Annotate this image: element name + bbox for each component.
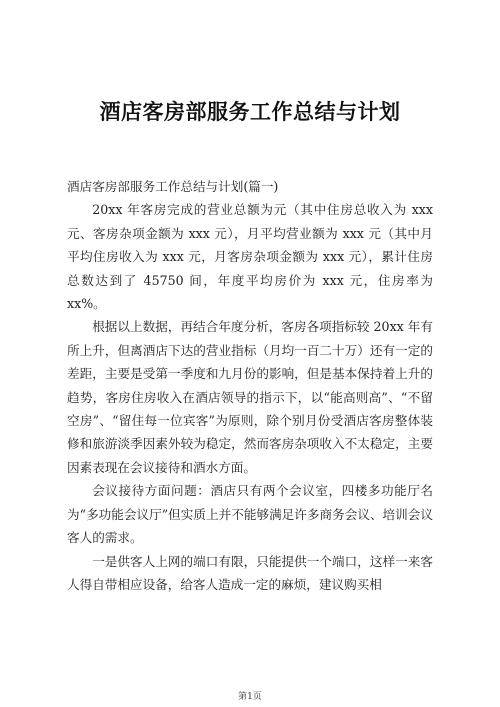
section-subheading: 酒店客房部服务工作总结与计划(篇一) (67, 179, 279, 194)
paragraph-network-port: 一是供客人上网的端口有限，只能提供一个端口，这样一来客人得自带相应设备，给客人造成一定的麻烦，建议购买相 (67, 553, 433, 592)
paragraph-revenue: 20xx 年客房完成的营业总额为元（其中住房总收入为 xxx 元、客房杂项金额为 xxx 元），月平均营业额为 xxx 元（其中月平均住房收入为 xxx 元，月客房杂项金额为 xxx 元），累计住房总数达到了 45750 间，年度平均房价为 xxx 元，住房率为 xx%。 (67, 202, 433, 312)
page-number: 第1页 (238, 692, 262, 702)
paragraph-analysis: 根据以上数据，再结合年度分析，客房各项指标较 20xx 年有所上升，但离酒店下达的营业指标（月均一百二十万）还有一定的差距，主要是受第一季度和九月份的影响，但是基本保持着上升的趋势，客房住房收入在酒店领导的指示下，以“能高则高”、“不留空房”、“留住每一位宾客”为原则，除个别月份受酒店客房整体装修和旅游淡季因素外较为稳定，然而客房杂项收入不太稳定，主要因素表现在会议接待和酒水方面。 (67, 319, 433, 475)
paragraph-meeting-issues: 会议接待方面问题：酒店只有两个会议室，四楼多功能厅名为“多功能会议厅”但实质上并不能够满足许多商务会议、培训会议客人的需求。 (67, 483, 433, 546)
document-title: 酒店客房部服务工作总结与计划 (99, 100, 401, 124)
document-body (67, 175, 433, 596)
